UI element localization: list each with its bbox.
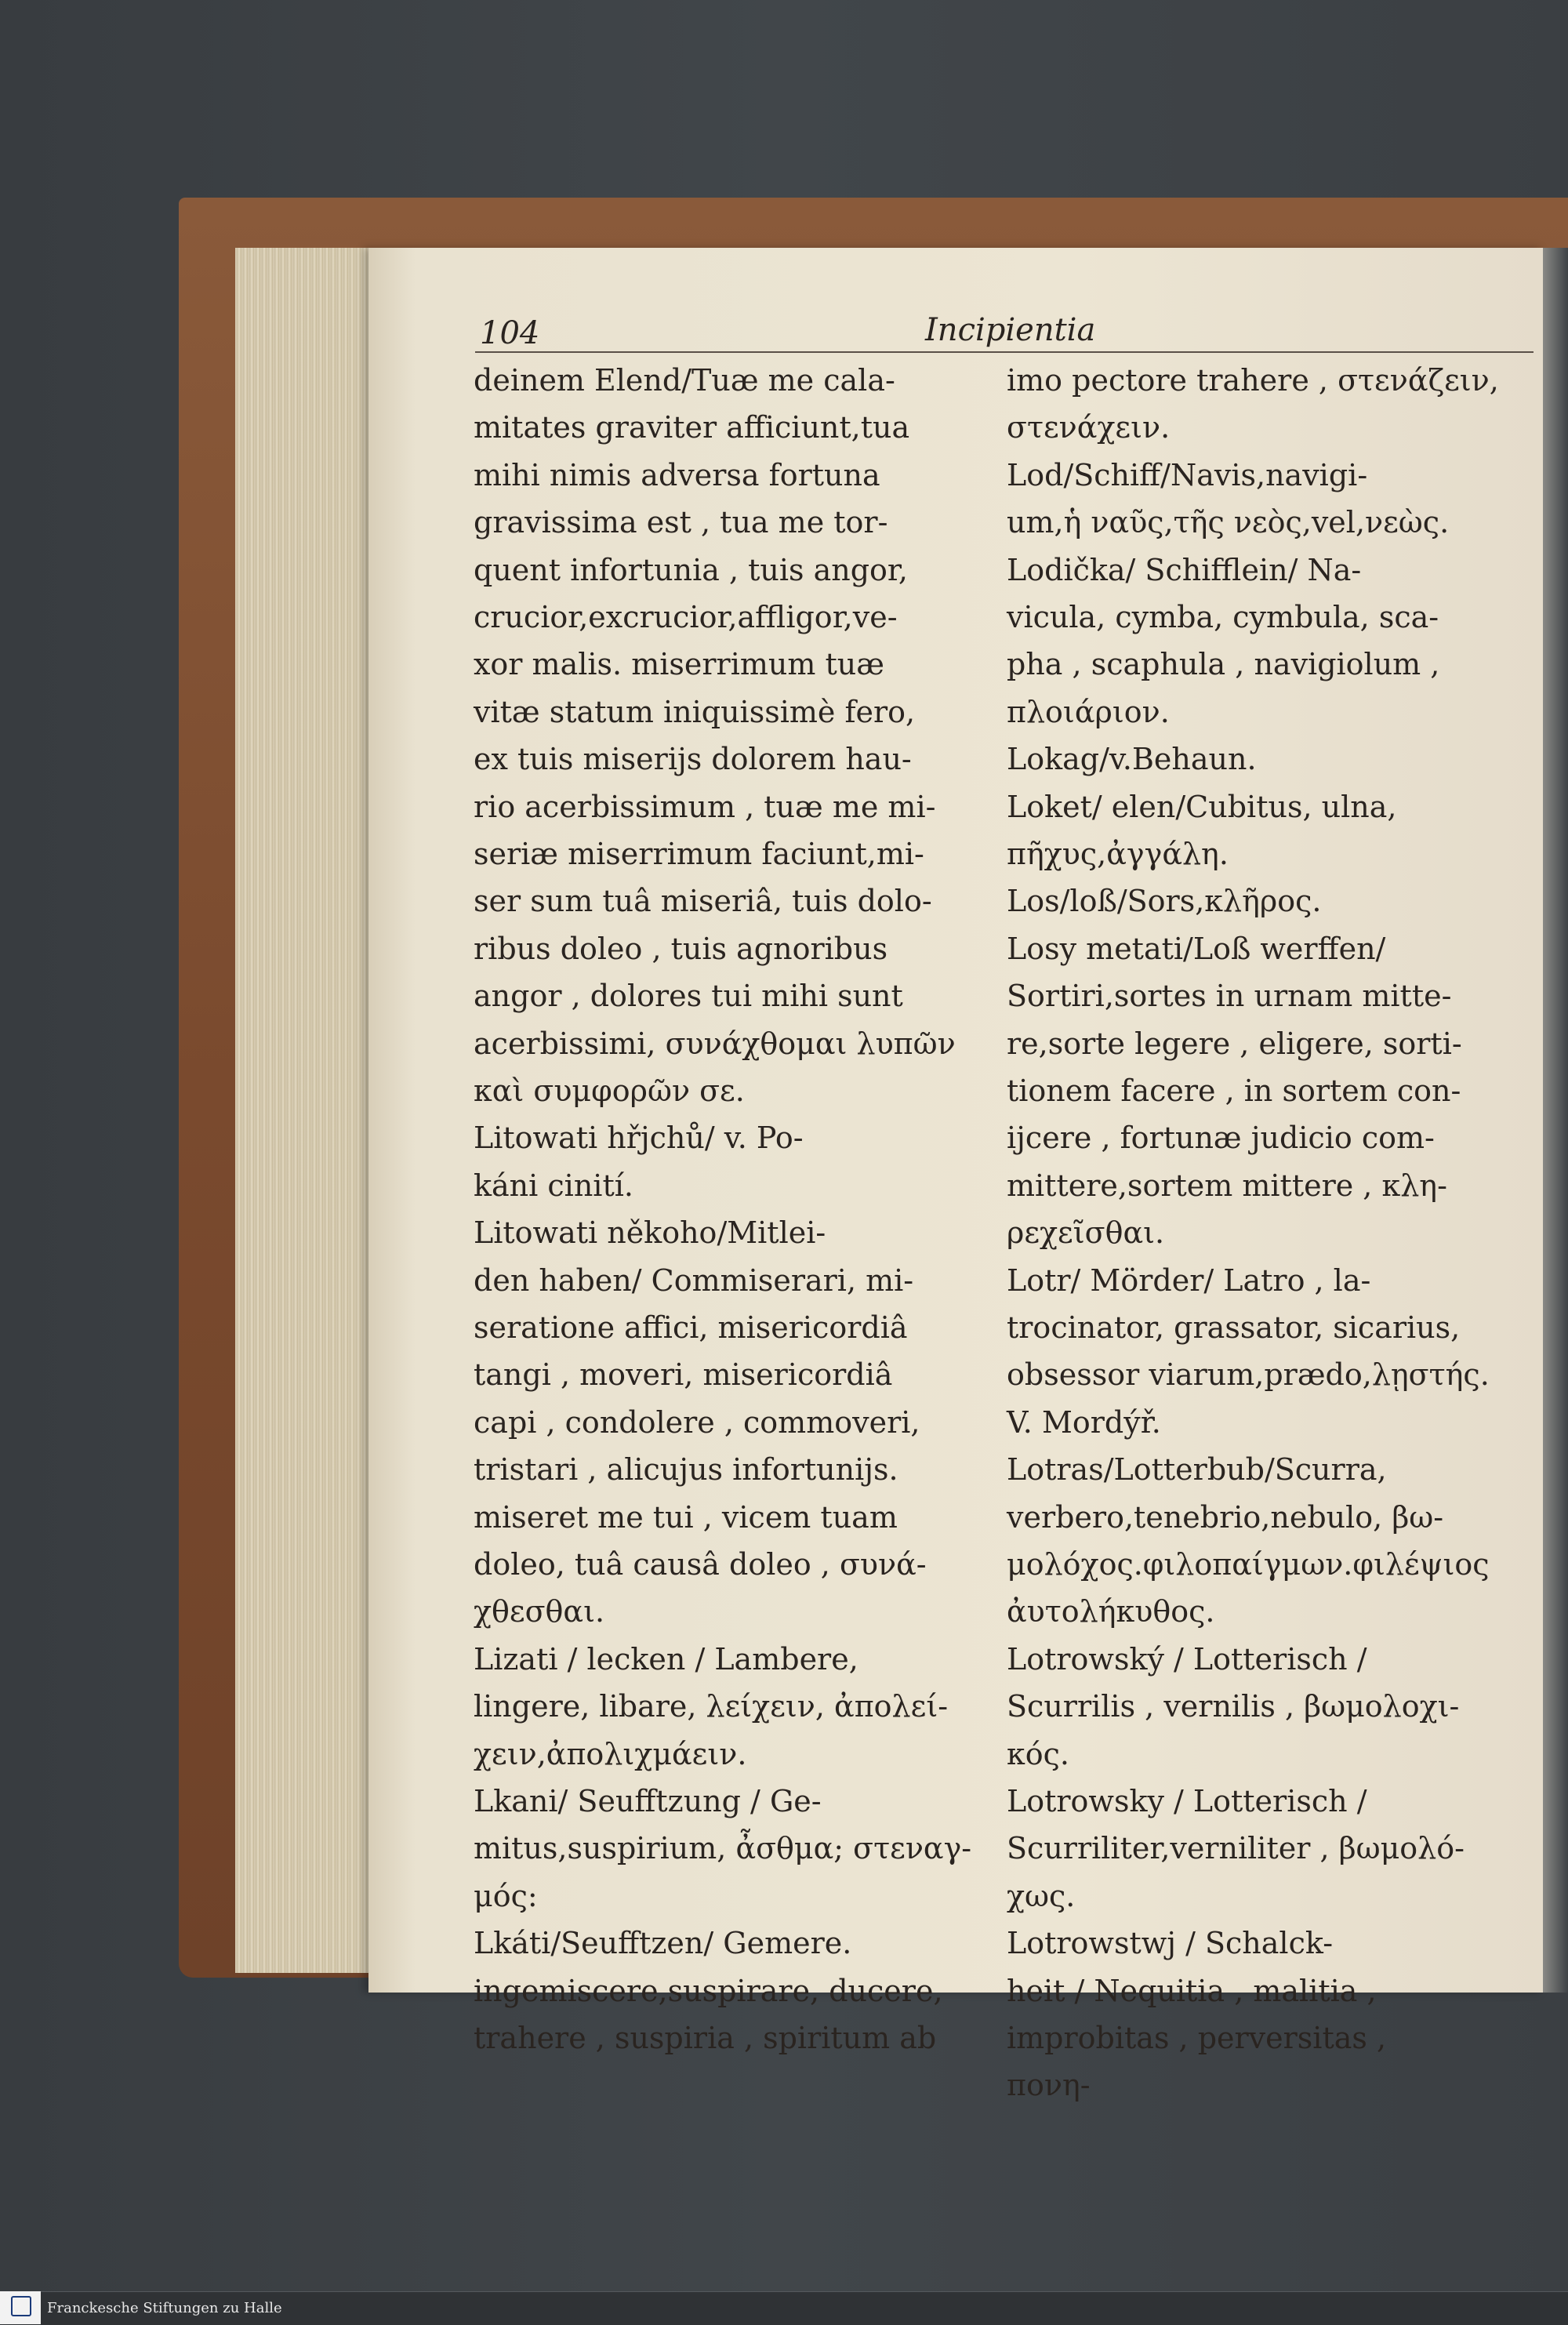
text-line: lingere, libare, λείχειν, ἀπολεί- <box>474 1689 949 1724</box>
text-line: miseret me tui , vicem tuam <box>474 1499 898 1535</box>
text-line: χθεσθαι. <box>474 1594 605 1629</box>
text-line: trocinator, grassator, sicarius, <box>1007 1310 1461 1345</box>
text-line: V. Mordýř. <box>1007 1404 1161 1440</box>
text-line: Lizati / lecken / Lambere, <box>474 1641 858 1677</box>
text-line: ex tuis miserijs dolorem hau- <box>474 742 912 777</box>
text-line: Loket/ elen/Cubitus, ulna, <box>1007 789 1397 824</box>
text-line: tristari , alicujus infortunijs. <box>474 1452 898 1488</box>
header-rule <box>475 351 1534 353</box>
text-line: heit / Nequitia , malitia , <box>1007 1973 1377 2008</box>
text-line: στενάχειν. <box>1007 410 1171 445</box>
text-line: ρεχεῖσθαι. <box>1007 1215 1165 1251</box>
text-line: Lotrowský / Lotterisch / <box>1007 1641 1367 1677</box>
text-line: Lokag/v.Behaun. <box>1007 742 1257 777</box>
text-line: quent infortunia , tuis angor, <box>474 552 908 587</box>
text-line: Scurriliter,verniliter , βωμολό- <box>1007 1831 1465 1866</box>
text-line: acerbissimi, συνάχθομαι λυπῶν <box>474 1026 956 1061</box>
text-line: ingemiscere,suspirare, ducere, <box>474 1973 943 2008</box>
text-line: re,sorte legere , eligere, sorti- <box>1007 1026 1462 1061</box>
text-line: Litowati někoho/Mitlei- <box>474 1215 826 1251</box>
text-line: deinem Elend/Tuæ me cala- <box>474 363 895 398</box>
text-line: rio acerbissimum , tuæ me mi- <box>474 789 936 824</box>
text-line: Sortiri,sortes in urnam mitte- <box>1007 979 1452 1014</box>
text-line: den haben/ Commiserari, mi- <box>474 1262 914 1298</box>
text-line: mitus,suspirium, ἆσθμα; στεναγ- <box>474 1831 972 1866</box>
text-line: xor malis. miserrimum tuæ <box>474 647 884 682</box>
text-line: καὶ συμφορῶν σε. <box>474 1073 745 1108</box>
text-line: trahere , suspiria , spiritum ab <box>474 2021 937 2055</box>
text-line: gravissima est , tua me tor- <box>474 505 888 540</box>
text-line: um,ἡ ναῦς,τῆς νεὸς,vel,νεὼς. <box>1007 505 1450 540</box>
text-line: seratione affici, misericordiâ <box>474 1310 908 1345</box>
text-line: Lod/Schiff/Navis,navigi- <box>1007 457 1368 492</box>
text-line: obsessor viarum,prædo,λῃστής. <box>1007 1357 1490 1393</box>
text-line: mihi nimis adversa fortuna <box>474 457 880 492</box>
text-line: vitæ statum iniquissimè fero, <box>474 694 916 729</box>
running-title: Incipientia <box>925 312 1096 348</box>
text-line: ἀυτολήκυθος. <box>1007 1594 1215 1629</box>
text-line: crucior,excrucior,affligor,ve- <box>474 600 898 634</box>
text-line: πονη- <box>1007 2068 1091 2103</box>
text-line: doleo, tuâ causâ doleo , συνά- <box>474 1547 927 1582</box>
text-line: χως. <box>1007 1878 1076 1913</box>
text-line: Los/loß/Sors,κλῆρος. <box>1007 884 1322 919</box>
text-line: mittere,sortem mittere , κλη- <box>1007 1168 1447 1203</box>
text-line: Losy metati/Loß werffen/ <box>1007 931 1386 966</box>
text-line: pha , scaphula , navigiolum , <box>1007 647 1440 682</box>
text-line: μολόχος.φιλοπαίγμων.φιλέψιος <box>1007 1547 1490 1582</box>
footer-institution: Franckesche Stiftungen zu Halle <box>47 2300 282 2316</box>
text-line: Lkáti/Seufftzen/ Gemere. <box>474 1926 852 1961</box>
page-edges <box>235 248 384 1973</box>
text-line: ijcere , fortunæ judicio com- <box>1007 1121 1435 1156</box>
logo-icon <box>11 2296 31 2316</box>
text-line: Lodička/ Schifflein/ Na- <box>1007 552 1362 587</box>
text-line: Lotras/Lotterbub/Scurra, <box>1007 1452 1387 1488</box>
footer-bar <box>0 2291 1568 2325</box>
text-line: vicula, cymba, cymbula, sca- <box>1007 600 1439 634</box>
text-line: Scurrilis , vernilis , βωμολοχι- <box>1007 1689 1460 1724</box>
text-line: χειν,ἀπολιχμάειν. <box>474 1736 747 1771</box>
institution-logo <box>0 2291 41 2324</box>
text-line: πῆχυς,ἀγγάλη. <box>1007 837 1229 871</box>
text-line: Lotrowstwj / Schalck- <box>1007 1926 1334 1961</box>
text-line: seriæ miserrimum faciunt,mi- <box>474 837 924 871</box>
text-line: angor , dolores tui mihi sunt <box>474 979 903 1014</box>
text-line: káni cinití. <box>474 1168 633 1203</box>
text-line: Lkani/ Seufftzung / Ge- <box>474 1784 822 1818</box>
text-line: improbitas , perversitas , <box>1007 2021 1387 2055</box>
text-line: tionem facere , in sortem con- <box>1007 1073 1461 1108</box>
text-line: Lotr/ Mörder/ Latro , la- <box>1007 1262 1371 1298</box>
text-line: mitates graviter afficiunt,tua <box>474 410 910 445</box>
text-line: ribus doleo , tuis agnoribus <box>474 931 888 966</box>
text-line: Lotrowsky / Lotterisch / <box>1007 1784 1367 1818</box>
text-line: ser sum tuâ miseriâ, tuis dolo- <box>474 884 932 919</box>
text-line: verbero,tenebrio,nebulo, βω- <box>1007 1499 1444 1535</box>
text-line: μός: <box>474 1878 538 1913</box>
text-line: πλοιάριον. <box>1007 694 1170 729</box>
text-line: κός. <box>1007 1736 1069 1771</box>
text-line: capi , condolere , commoveri, <box>474 1404 920 1440</box>
page-number: 104 <box>480 315 540 351</box>
gutter-strip <box>1543 248 1568 1993</box>
text-line: Litowati hřjchů/ v. Po- <box>474 1121 804 1156</box>
text-line: tangi , moveri, misericordiâ <box>474 1357 893 1393</box>
text-line: imo pectore trahere , στενάζειν, <box>1007 363 1499 398</box>
